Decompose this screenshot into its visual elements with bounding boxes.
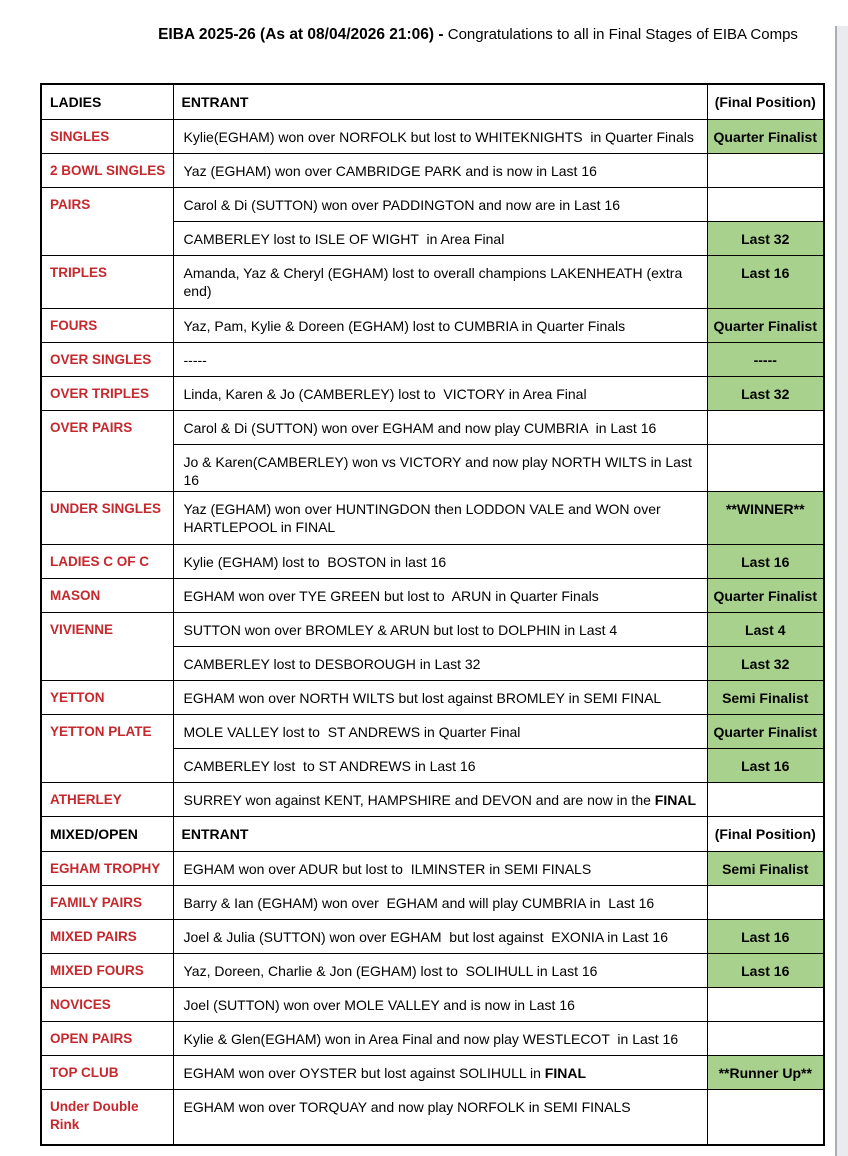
table-row <box>41 885 824 919</box>
table-row <box>41 119 824 153</box>
table-row <box>41 714 824 748</box>
table-row <box>41 410 824 444</box>
position-cell: Last 16 <box>707 919 824 953</box>
page-title-bold: EIBA 2025-26 (As at 08/04/2026 21:06) - <box>158 26 444 43</box>
table-row <box>41 255 824 308</box>
results-table <box>40 83 825 1146</box>
entrant-cell: CAMBERLEY lost to ST ANDREWS in Last 16 <box>173 748 707 782</box>
entrant-cell: Kylie (EGHAM) lost to BOSTON in last 16 <box>173 544 707 578</box>
table-row <box>41 491 824 544</box>
position-cell: Last 32 <box>707 646 824 680</box>
position-cell <box>707 1089 824 1145</box>
category-cell: VIVIENNE <box>41 612 173 680</box>
table-row <box>41 544 824 578</box>
entrant-cell: CAMBERLEY lost to ISLE OF WIGHT in Area Final <box>173 221 707 255</box>
position-cell: Last 32 <box>707 221 824 255</box>
position-cell <box>707 1021 824 1055</box>
entrant-cell: CAMBERLEY lost to DESBOROUGH in Last 32 <box>173 646 707 680</box>
position-cell: Semi Finalist <box>707 680 824 714</box>
table-row <box>41 376 824 410</box>
entrant-cell: Yaz (EGHAM) won over CAMBRIDGE PARK and is now in Last 16 <box>173 153 707 187</box>
category-cell: YETTON PLATE <box>41 714 173 782</box>
entrant-text-bold: FINAL <box>654 791 697 808</box>
entrant-text: SURREY won against KENT, HAMPSHIRE and DEVON and are now in the <box>183 791 655 808</box>
position-cell <box>707 410 824 444</box>
entrant-cell <box>173 782 707 816</box>
position-cell: Quarter Finalist <box>707 119 824 153</box>
entrant-cell: Joel & Julia (SUTTON) won over EGHAM but lost against EXONIA in Last 16 <box>173 919 707 953</box>
table-row <box>41 187 824 221</box>
table-row <box>41 987 824 1021</box>
category-cell: YETTON <box>41 680 173 714</box>
table-row <box>41 578 824 612</box>
table-header-mixed-open <box>41 816 824 851</box>
entrant-cell: Carol & Di (SUTTON) won over PADDINGTON and now are in Last 16 <box>173 187 707 221</box>
position-cell <box>707 987 824 1021</box>
entrant-cell: Carol & Di (SUTTON) won over EGHAM and now play CUMBRIA in Last 16 <box>173 410 707 444</box>
entrant-cell: MOLE VALLEY lost to ST ANDREWS in Quarter Final <box>173 714 707 748</box>
position-cell: **WINNER** <box>707 491 824 544</box>
window-edge <box>835 26 848 1156</box>
entrant-text: EGHAM won over OYSTER but lost against SOLIHULL in <box>183 1064 545 1081</box>
table-row <box>41 680 824 714</box>
entrant-cell: Yaz, Doreen, Charlie & Jon (EGHAM) lost to SOLIHULL in Last 16 <box>173 953 707 987</box>
category-cell: OVER TRIPLES <box>41 376 173 410</box>
category-cell: EGHAM TROPHY <box>41 851 173 885</box>
position-cell <box>707 444 824 491</box>
category-cell: SINGLES <box>41 119 173 153</box>
category-cell: FAMILY PAIRS <box>41 885 173 919</box>
entrant-cell: Yaz, Pam, Kylie & Doreen (EGHAM) lost to CUMBRIA in Quarter Finals <box>173 308 707 342</box>
position-cell: Last 16 <box>707 544 824 578</box>
table-row <box>41 1089 824 1145</box>
entrant-cell: Yaz (EGHAM) won over HUNTINGDON then LODDON VALE and WON over HARTLEPOOL in FINAL <box>173 491 707 544</box>
entrant-cell: ----- <box>173 342 707 376</box>
entrant-cell: Jo & Karen(CAMBERLEY) won vs VICTORY and now play NORTH WILTS in Last 16 <box>173 444 707 491</box>
category-cell: UNDER SINGLES <box>41 491 173 544</box>
column-header-entrant: ENTRANT <box>173 84 707 119</box>
category-cell: MIXED PAIRS <box>41 919 173 953</box>
entrant-text-bold: FINAL <box>544 1064 587 1081</box>
category-cell: MASON <box>41 578 173 612</box>
position-cell: Last 16 <box>707 255 824 308</box>
position-cell: Quarter Finalist <box>707 578 824 612</box>
position-cell <box>707 153 824 187</box>
column-header-final-position-2: (Final Position) <box>707 816 824 851</box>
table-row <box>41 308 824 342</box>
category-cell: LADIES C OF C <box>41 544 173 578</box>
table-row <box>41 342 824 376</box>
column-header-ladies: LADIES <box>41 84 173 119</box>
table-row <box>41 1021 824 1055</box>
position-cell: Last 4 <box>707 612 824 646</box>
category-cell: ATHERLEY <box>41 782 173 816</box>
entrant-cell: EGHAM won over TYE GREEN but lost to ARUN in Quarter Finals <box>173 578 707 612</box>
position-cell: ----- <box>707 342 824 376</box>
position-cell: Last 16 <box>707 748 824 782</box>
category-cell: PAIRS <box>41 187 173 255</box>
entrant-cell: Barry & Ian (EGHAM) won over EGHAM and will play CUMBRIA in Last 16 <box>173 885 707 919</box>
category-cell: FOURS <box>41 308 173 342</box>
category-cell: OVER SINGLES <box>41 342 173 376</box>
page-title-regular: Congratulations to all in Final Stages of EIBA Comps <box>443 26 798 43</box>
table-header-ladies <box>41 84 824 119</box>
table-row <box>41 612 824 646</box>
table-row <box>41 851 824 885</box>
table-row <box>41 782 824 816</box>
position-cell <box>707 187 824 221</box>
position-cell: Semi Finalist <box>707 851 824 885</box>
position-cell <box>707 885 824 919</box>
category-cell: MIXED FOURS <box>41 953 173 987</box>
category-cell: OVER PAIRS <box>41 410 173 491</box>
table-row <box>41 953 824 987</box>
entrant-cell: Kylie(EGHAM) won over NORFOLK but lost to WHITEKNIGHTS in Quarter Finals <box>173 119 707 153</box>
position-cell: **Runner Up** <box>707 1055 824 1089</box>
category-cell: TOP CLUB <box>41 1055 173 1089</box>
table-row <box>41 153 824 187</box>
page-title <box>108 26 848 44</box>
position-cell: Quarter Finalist <box>707 714 824 748</box>
table-row <box>41 1055 824 1089</box>
entrant-cell: EGHAM won over ADUR but lost to ILMINSTER in SEMI FINALS <box>173 851 707 885</box>
category-cell: OPEN PAIRS <box>41 1021 173 1055</box>
entrant-cell: Kylie & Glen(EGHAM) won in Area Final and now play WESTLECOT in Last 16 <box>173 1021 707 1055</box>
position-cell: Last 16 <box>707 953 824 987</box>
entrant-cell <box>173 1055 707 1089</box>
column-header-final-position: (Final Position) <box>707 84 824 119</box>
position-cell <box>707 782 824 816</box>
position-cell: Last 32 <box>707 376 824 410</box>
entrant-cell: SUTTON won over BROMLEY & ARUN but lost to DOLPHIN in Last 4 <box>173 612 707 646</box>
category-cell: 2 BOWL SINGLES <box>41 153 173 187</box>
category-cell: NOVICES <box>41 987 173 1021</box>
category-cell: TRIPLES <box>41 255 173 308</box>
column-header-entrant-2: ENTRANT <box>173 816 707 851</box>
table-row <box>41 919 824 953</box>
entrant-cell: Joel (SUTTON) won over MOLE VALLEY and is now in Last 16 <box>173 987 707 1021</box>
category-cell: Under Double Rink <box>41 1089 173 1145</box>
entrant-cell: Amanda, Yaz & Cheryl (EGHAM) lost to overall champions LAKENHEATH (extra end) <box>173 255 707 308</box>
entrant-cell: Linda, Karen & Jo (CAMBERLEY) lost to VICTORY in Area Final <box>173 376 707 410</box>
entrant-cell: EGHAM won over TORQUAY and now play NORFOLK in SEMI FINALS <box>173 1089 707 1145</box>
position-cell: Quarter Finalist <box>707 308 824 342</box>
entrant-cell: EGHAM won over NORTH WILTS but lost against BROMLEY in SEMI FINAL <box>173 680 707 714</box>
column-header-mixed-open: MIXED/OPEN <box>41 816 173 851</box>
